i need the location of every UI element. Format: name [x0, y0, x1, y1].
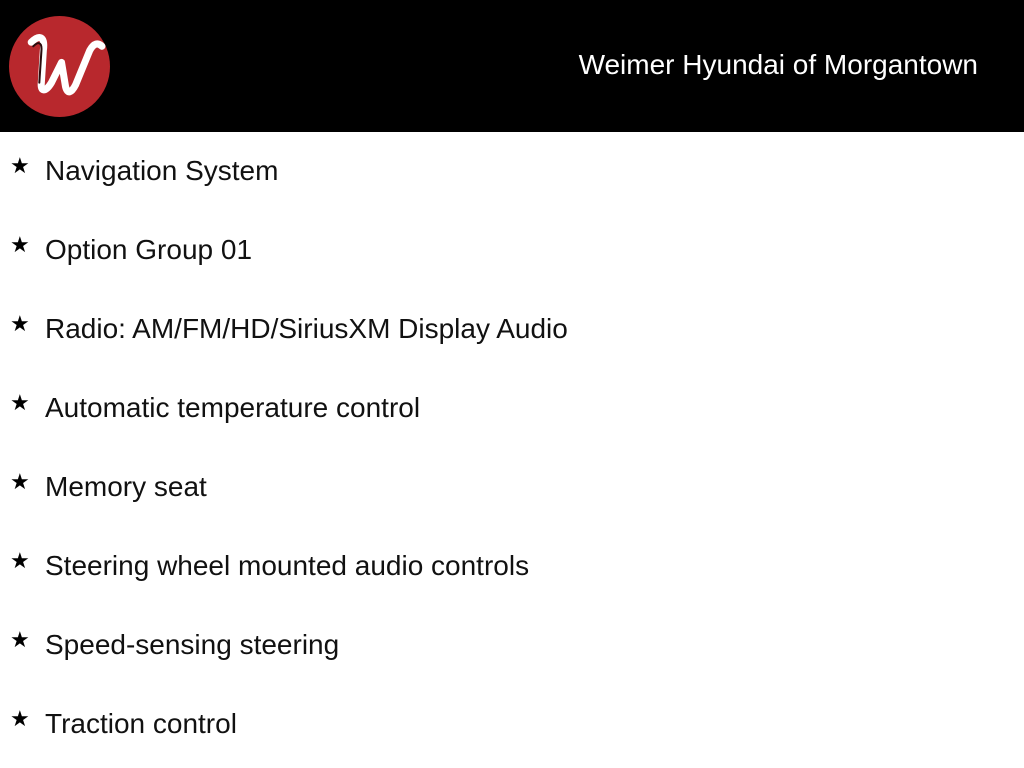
- feature-item: [0, 290, 1024, 369]
- feature-item: [0, 132, 1024, 211]
- star-icon: ★: [10, 153, 30, 178]
- header-bar: [0, 0, 1024, 132]
- star-icon: ★: [10, 548, 30, 573]
- star-icon: ★: [10, 232, 30, 257]
- feature-label: Option Group 01: [45, 234, 253, 265]
- feature-item: [0, 685, 1024, 764]
- feature-label: Navigation System: [45, 155, 279, 186]
- dealer-name: Weimer Hyundai of Morgantown: [578, 49, 978, 80]
- star-icon: ★: [10, 627, 30, 652]
- star-icon: ★: [10, 390, 30, 415]
- feature-item: [0, 606, 1024, 685]
- star-icon: ★: [10, 469, 30, 494]
- feature-item: [0, 211, 1024, 290]
- feature-label: Automatic temperature control: [45, 392, 421, 423]
- feature-item: [0, 369, 1024, 448]
- feature-label: Traction control: [45, 708, 237, 739]
- feature-label: Steering wheel mounted audio controls: [45, 550, 530, 581]
- feature-label: Speed-sensing steering: [45, 629, 340, 660]
- feature-label: Memory seat: [45, 471, 207, 502]
- star-icon: ★: [10, 311, 30, 336]
- dealer-logo-icon: [9, 16, 110, 117]
- feature-label: Radio: AM/FM/HD/SiriusXM Display Audio: [45, 313, 568, 344]
- star-icon: ★: [10, 706, 30, 731]
- feature-list: [0, 132, 1024, 764]
- feature-item: [0, 527, 1024, 606]
- feature-item: [0, 448, 1024, 527]
